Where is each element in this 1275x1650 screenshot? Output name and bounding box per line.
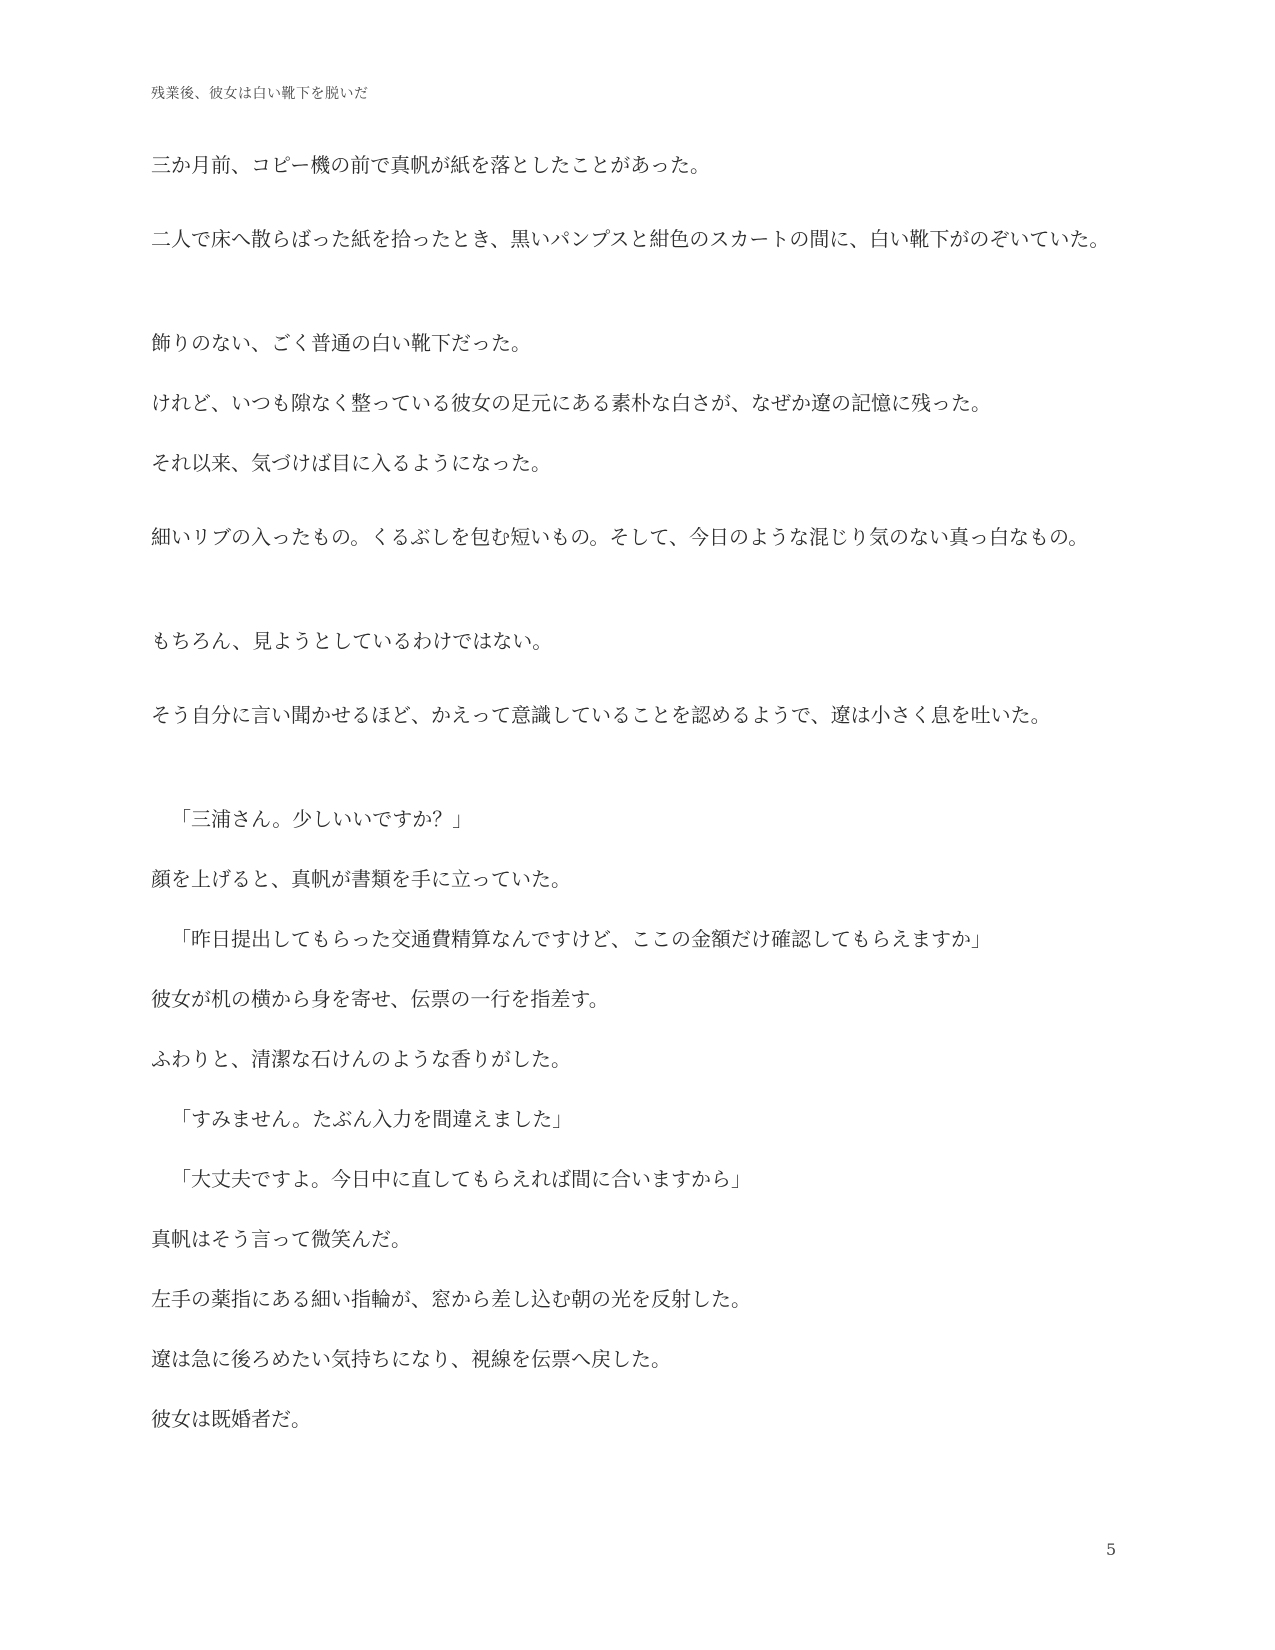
dialogue-line: 「昨日提出してもらった交通費精算なんですけど、ここの金額だけ確認してもらえますか」 — [171, 927, 991, 951]
running-header: 残業後、彼女は白い靴下を脱いだ — [151, 86, 369, 102]
paragraph: 真帆はそう言って微笑んだ。 — [151, 1227, 411, 1251]
body-text — [151, 150, 1111, 1464]
paragraph: 彼女は既婚者だ。 — [151, 1407, 311, 1431]
paragraph: 三か月前、コピー機の前で真帆が紙を落としたことがあった。 — [151, 153, 710, 177]
paragraph: もちろん、見ようとしているわけではない。 — [151, 629, 553, 653]
paragraph: 彼女が机の横から身を寄せ、伝票の一行を指差す。 — [151, 987, 609, 1011]
paragraph: 顔を上げると、真帆が書類を手に立っていた。 — [151, 867, 571, 891]
page-number: 5 — [1106, 1540, 1117, 1559]
paragraph: 二人で床へ散らばった紙を拾ったとき、黒いパンプスと紺色のスカートの間に、白い靴下がのぞいていた。 — [151, 227, 1110, 251]
paragraph: 飾りのない、ごく普通の白い靴下だった。 — [151, 331, 531, 355]
paragraph: 細いリブの入ったもの。くるぶしを包む短いもの。そして、今日のような混じり気のない真っ白なもの。 — [151, 525, 1089, 549]
paragraph: それ以来、気づけば目に入るようになった。 — [151, 451, 551, 475]
dialogue-line: 「三浦さん。少しいいですか？」 — [171, 807, 473, 831]
paragraph: 左手の薬指にある細い指輪が、窓から差し込む朝の光を反射した。 — [151, 1287, 751, 1311]
paragraph: けれど、いつも隙なく整っている彼女の足元にある素朴な白さが、なぜか遼の記憶に残った。 — [151, 391, 991, 415]
paragraph: ふわりと、清潔な石けんのような香りがした。 — [151, 1047, 571, 1071]
dialogue-line: 「すみません。たぶん入力を間違えました」 — [171, 1107, 573, 1131]
paragraph: 遼は急に後ろめたい気持ちになり、視線を伝票へ戻した。 — [151, 1347, 671, 1371]
paragraph: そう自分に言い聞かせるほど、かえって意識していることを認めるようで、遼は小さく息を吐いた。 — [151, 703, 1051, 727]
dialogue-line: 「大丈夫ですよ。今日中に直してもらえれば間に合いますから」 — [171, 1167, 751, 1191]
